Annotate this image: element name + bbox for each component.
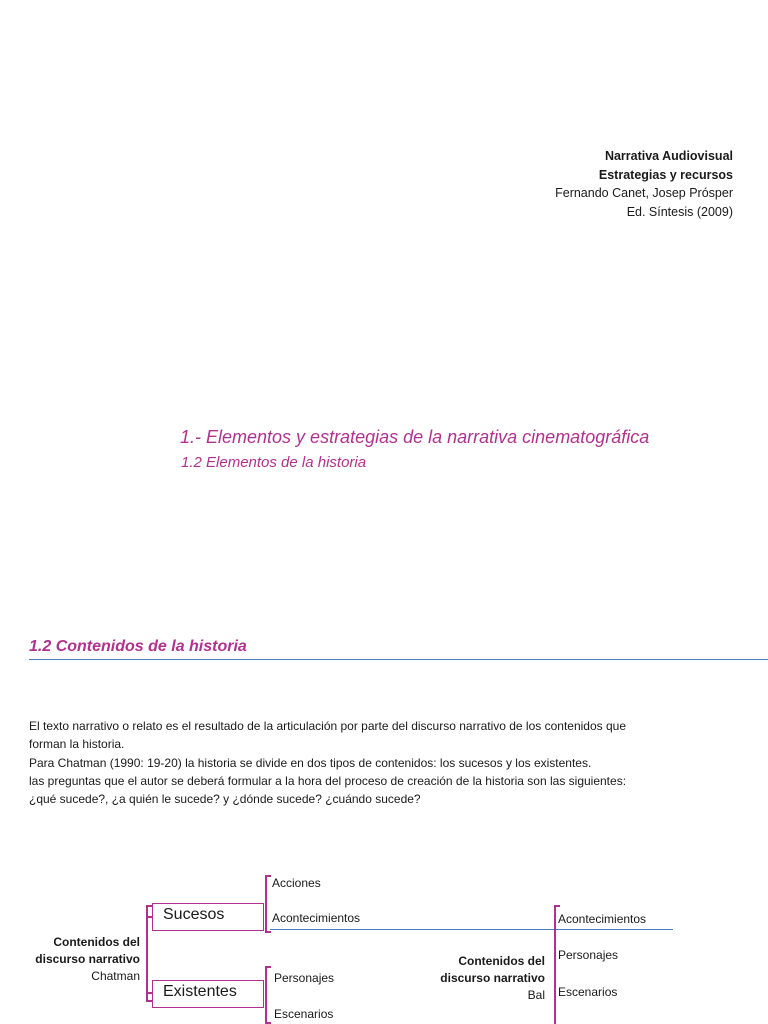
chapter-subtitle: 1.2 Elementos de la historia bbox=[181, 454, 367, 471]
existentes-box bbox=[152, 980, 264, 1008]
bal-label-line1: Contenidos del bbox=[458, 954, 545, 968]
section-body bbox=[29, 717, 749, 808]
bal-author: Bal bbox=[527, 988, 545, 1002]
sucesos-label: Sucesos bbox=[163, 906, 225, 923]
chatman-label bbox=[20, 934, 140, 985]
chatman-label-line2: discurso narrativo bbox=[35, 952, 140, 966]
existentes-bracket bbox=[265, 966, 271, 1024]
bal-label bbox=[415, 953, 545, 1004]
sucesos-box bbox=[152, 903, 264, 931]
sucesos-bracket bbox=[265, 875, 271, 933]
paragraph-line: El texto narrativo o relato es el resultado de la articulación por parte del discurso narrativo de los contenidos que bbox=[29, 719, 627, 733]
bal-label-line2: discurso narrativo bbox=[440, 971, 545, 985]
list-item: Escenarios bbox=[558, 985, 618, 999]
chatman-label-line1: Contenidos del bbox=[53, 935, 140, 949]
paragraph-line: ¿qué sucede?, ¿a quién le sucede? y ¿dónde sucede? ¿cuándo sucede? bbox=[29, 792, 421, 807]
section-title: 1.2 Contenidos de la historia bbox=[29, 638, 247, 655]
chatman-author: Chatman bbox=[91, 969, 140, 983]
paragraph-line: forman la historia. bbox=[29, 737, 125, 752]
book-authors: Fernando Canet, Josep Prósper bbox=[555, 186, 733, 200]
list-item: Acontecimientos bbox=[272, 911, 361, 925]
book-title: Narrativa Audiovisual bbox=[604, 149, 733, 163]
list-item: Personajes bbox=[558, 948, 619, 962]
existentes-label: Existentes bbox=[163, 983, 237, 1000]
section-divider bbox=[29, 659, 768, 660]
diagram-divider bbox=[270, 929, 673, 930]
paragraph-line: Para Chatman (1990: 19-20) la historia se divide en dos tipos de contenidos: los sucesos y los existentes. bbox=[29, 755, 592, 770]
paragraph-line: las preguntas que el autor se deberá formular a la hora del proceso de creación de la historia son las siguientes: bbox=[29, 773, 627, 788]
book-reference bbox=[555, 147, 733, 221]
list-item: Acciones bbox=[272, 876, 321, 890]
list-item: Acontecimientos bbox=[558, 912, 647, 926]
book-publisher: Ed. Síntesis (2009) bbox=[626, 204, 733, 219]
bal-bracket-top bbox=[554, 905, 560, 907]
list-item: Escenarios bbox=[274, 1007, 334, 1021]
book-subtitle: Estrategias y recursos bbox=[598, 167, 733, 182]
list-item: Personajes bbox=[274, 971, 335, 985]
bal-bracket bbox=[554, 905, 556, 1024]
chapter-title: 1.- Elementos y estrategias de la narrativa cinematográfica bbox=[180, 427, 650, 447]
